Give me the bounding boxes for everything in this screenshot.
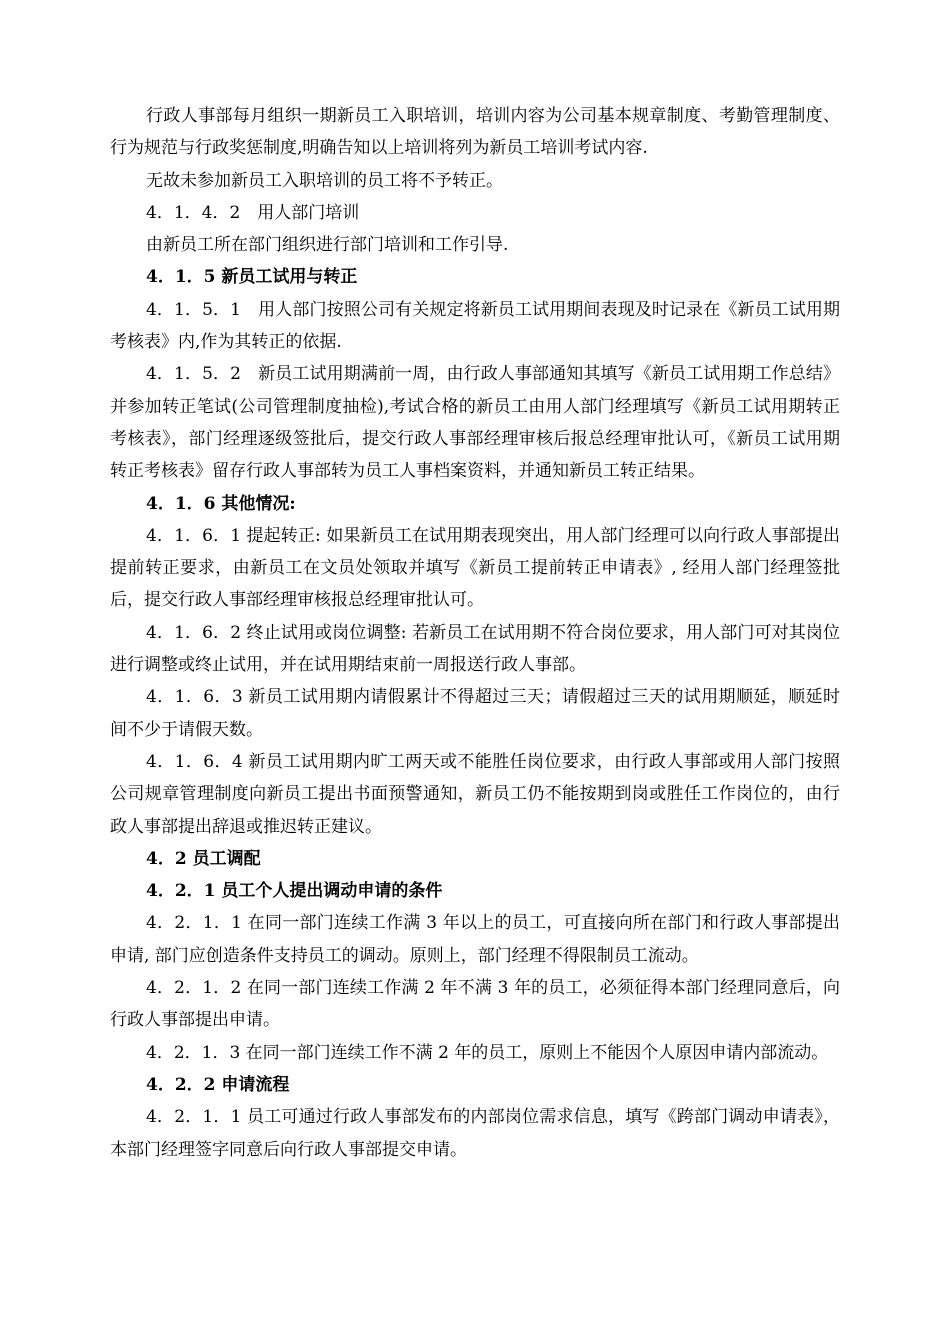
section-heading-4-2: 4．2 员工调配 <box>146 848 261 869</box>
para-4-2-1-1: 4．2．1．1 在同一部门连续工作满 3 年以上的员工，可直接向所在部门和行政人事部提出申请, 部门应创造条件支持员工的调动。原则上，部门经理不得限制员工流动。 <box>110 913 840 966</box>
para-4-1-6-1: 4．1．6．1 提起转正: 如果新员工在试用期表现突出，用人部门经理可以向行政人事部提出提前转正要求，由新员工在文员处领取并填写《新员工提前转正申请表》, 经用人部门经理签批后，提交行政人事部经理审核报总经理审批认可。 <box>110 525 840 611</box>
para-4-1-6-3: 4．1．6．3 新员工试用期内请假累计不得超过三天；请假超过三天的试用期顺延，顺延时间不少于请假天数。 <box>110 687 840 740</box>
section-heading-4-1-6: 4．1．6 其他情况: <box>146 493 296 514</box>
para-4-1-5-2: 4．1．5．2 新员工试用期满前一周，由行政人事部通知其填写《新员工试用期工作总结》并参加转正笔试(公司管理制度抽检),考试合格的新员工由用人部门经理填写《新员工试用期转正考核表》，部门经理逐级签批后，提交行政人事部经理审核后报总经理审批认可，《新员工试用期转正考核表》留存行政人事部转为员工人事档案资料，并通知新员工转正结果。 <box>110 364 840 482</box>
para-4-1-6-4: 4．1．6．4 新员工试用期内旷工两天或不能胜任岗位要求，由行政人事部或用人部门按照公司规章管理制度向新员工提出书面预警通知，新员工仍不能按期到岗或胜任工作岗位的，由行政人事部提出辞退或推迟转正建议。 <box>110 751 840 837</box>
para-4-2-2-1: 4．2．1．1 员工可通过行政人事部发布的内部岗位需求信息，填写《跨部门调动申请表》，本部门经理签字同意后向行政人事部提交申请。 <box>110 1107 840 1160</box>
para-4-1-4-2-heading: 4．1．4．2 用人部门培训 <box>146 202 360 223</box>
para-4-2-1-2: 4．2．1．2 在同一部门连续工作满 2 年不满 3 年的员工，必须征得本部门经理同意后，向行政人事部提出申请。 <box>110 978 840 1031</box>
section-heading-4-1-5: 4．1．5 新员工试用与转正 <box>146 267 358 288</box>
para-training-content: 行政人事部每月组织一期新员工入职培训，培训内容为公司基本规章制度、考勤管理制度、行为规范与行政奖惩制度,明确告知以上培训将列为新员工培训考试内容. <box>110 106 840 159</box>
para-4-1-6-2: 4．1．6．2 终止试用或岗位调整: 若新员工在试用期不符合岗位要求，用人部门可对其岗位进行调整或终止试用，并在试用期结束前一周报送行政人事部。 <box>110 622 840 676</box>
section-heading-4-2-1: 4．2．1 员工个人提出调动申请的条件 <box>146 881 443 902</box>
para-4-1-4-2-body: 由新员工所在部门组织进行部门培训和工作引导. <box>146 235 509 256</box>
section-heading-4-2-2: 4．2．2 申请流程 <box>146 1074 290 1095</box>
para-4-1-5-1: 4．1．5．1 用人部门按照公司有关规定将新员工试用期间表现及时记录在《新员工试用期考核表》内,作为其转正的依据. <box>110 299 840 353</box>
para-4-2-1-3: 4．2．1．3 在同一部门连续工作不满 2 年的员工，原则上不能因个人原因申请内部流动。 <box>146 1042 829 1063</box>
document-page <box>110 100 840 1166</box>
para-training-absence: 无故未参加新员工入职培训的员工将不予转正。 <box>146 170 503 191</box>
